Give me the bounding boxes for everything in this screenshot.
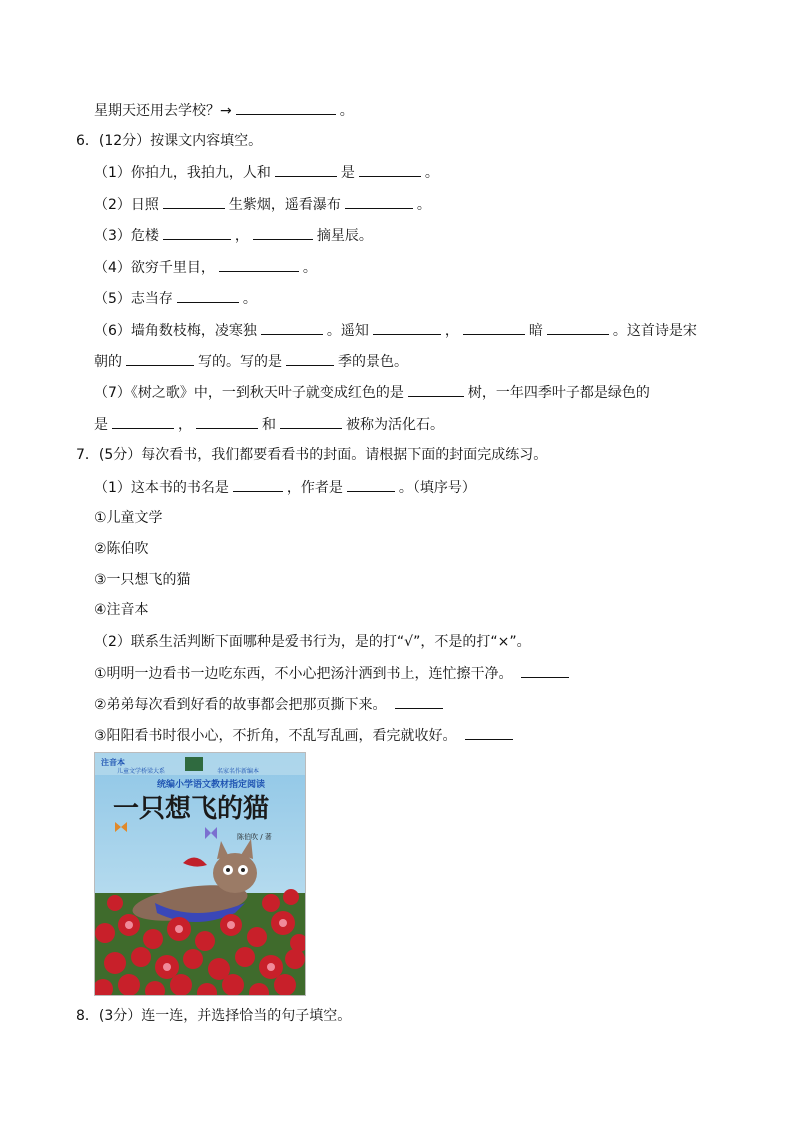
option-1: ①儿童文学 bbox=[94, 510, 163, 526]
q6-line-7 bbox=[94, 382, 650, 403]
text: 。 bbox=[242, 291, 257, 307]
text: 是 bbox=[340, 165, 355, 181]
book-cover-image bbox=[94, 752, 306, 996]
text: （3）危楼 bbox=[94, 228, 159, 244]
q6-line-2 bbox=[94, 194, 431, 215]
q6-line-1 bbox=[94, 162, 439, 183]
answer-blank[interactable] bbox=[112, 414, 174, 429]
answer-blank[interactable] bbox=[395, 694, 443, 709]
q5-tail-text: 星期天还用去学校？→ bbox=[94, 103, 232, 119]
text: 摘星辰。 bbox=[316, 228, 373, 244]
answer-blank[interactable] bbox=[286, 351, 334, 366]
q6-line-3 bbox=[94, 225, 373, 246]
answer-blank[interactable] bbox=[233, 477, 283, 492]
q8-header: 8．(3分）连一连，并选择恰当的句子填空。 bbox=[76, 1008, 352, 1024]
q7-item-3 bbox=[94, 725, 517, 746]
text: ，作者是 bbox=[286, 480, 343, 496]
q6-line-5 bbox=[94, 288, 257, 309]
text: 和 bbox=[262, 417, 276, 433]
answer-blank[interactable] bbox=[219, 257, 299, 272]
answer-blank[interactable] bbox=[359, 162, 421, 177]
answer-blank[interactable] bbox=[373, 320, 441, 335]
answer-blank[interactable] bbox=[408, 382, 464, 397]
text: （4）欲穷千里目， bbox=[94, 260, 215, 276]
text: ③阳阳看书时很小心，不折角，不乱写乱画，看完就收好。 bbox=[94, 728, 457, 744]
cover-badge: 注音本 bbox=[101, 758, 125, 767]
text: ， bbox=[444, 323, 459, 339]
text: 朝的 bbox=[94, 354, 122, 370]
cat-pupil-left bbox=[226, 868, 230, 872]
q6-line-6b bbox=[94, 351, 408, 372]
text: （7）《树之歌》中，一到秋天叶子就变成红色的是 bbox=[94, 385, 404, 401]
text: （1）你拍九，我拍九，人和 bbox=[94, 165, 271, 181]
q6-header: 6．(12分）按课文内容填空。 bbox=[76, 133, 263, 149]
text: 是 bbox=[94, 417, 108, 433]
answer-blank[interactable] bbox=[347, 477, 395, 492]
text: （2）日照 bbox=[94, 197, 159, 213]
text: 。 bbox=[424, 165, 439, 181]
q6-line-7b bbox=[94, 414, 444, 435]
answer-blank[interactable] bbox=[253, 225, 313, 240]
text: （1）这本书的书名是 bbox=[94, 480, 229, 496]
cover-famous: 名家名作新编本 bbox=[217, 768, 260, 775]
text: ①明明一边看书一边吃东西，不小心把汤汁洒到书上，连忙擦干净。 bbox=[94, 666, 513, 682]
option-2: ②陈伯吹 bbox=[94, 541, 149, 557]
cover-author: 陈伯吹 / 著 bbox=[237, 833, 272, 841]
text: 。这首诗是宋 bbox=[612, 323, 697, 339]
q6-line-4 bbox=[94, 257, 317, 278]
q7-item-2 bbox=[94, 694, 447, 715]
q7-item-1 bbox=[94, 663, 573, 684]
answer-blank[interactable] bbox=[261, 320, 323, 335]
cat-pupil-right bbox=[241, 868, 245, 872]
text: ， bbox=[178, 417, 192, 433]
text: ②弟弟每次看到好看的故事都会把那页撕下来。 bbox=[94, 697, 387, 713]
answer-blank[interactable] bbox=[465, 725, 513, 740]
q5-tail-line bbox=[94, 100, 354, 121]
answer-blank[interactable] bbox=[547, 320, 609, 335]
answer-blank[interactable] bbox=[275, 162, 337, 177]
answer-blank[interactable] bbox=[345, 194, 413, 209]
text: 树，一年四季叶子都是绿色的 bbox=[467, 385, 650, 401]
text: 被称为活化石。 bbox=[346, 417, 444, 433]
text: 生紫烟，遥看瀑布 bbox=[228, 197, 341, 213]
text: 。（填序号） bbox=[398, 480, 476, 496]
option-3: ③一只想飞的猫 bbox=[94, 572, 191, 588]
text: 暗 bbox=[528, 323, 543, 339]
text: 。遥知 bbox=[326, 323, 369, 339]
answer-blank[interactable] bbox=[177, 288, 239, 303]
text: 写的。写的是 bbox=[198, 354, 282, 370]
text: （5）志当存 bbox=[94, 291, 173, 307]
option-4: ④注音本 bbox=[94, 602, 149, 618]
answer-blank[interactable] bbox=[236, 100, 336, 115]
cover-logo bbox=[185, 757, 203, 771]
answer-blank[interactable] bbox=[126, 351, 194, 366]
answer-blank[interactable] bbox=[280, 414, 342, 429]
cover-subtitle: 统编小学语文教材指定阅读 bbox=[157, 780, 266, 790]
cat-head bbox=[213, 853, 257, 893]
answer-blank[interactable] bbox=[463, 320, 525, 335]
q7-header: 7．(5分）每次看书，我们都要看看书的封面。请根据下面的封面完成练习。 bbox=[76, 447, 548, 463]
answer-blank[interactable] bbox=[521, 663, 569, 678]
cover-series: 儿童文学桥梁大系 bbox=[117, 768, 166, 775]
answer-blank[interactable] bbox=[196, 414, 258, 429]
text: 季的景色。 bbox=[338, 354, 408, 370]
q7-part1 bbox=[94, 477, 476, 498]
text: ， bbox=[234, 228, 249, 244]
text: 。 bbox=[302, 260, 317, 276]
book-cover-illustration bbox=[95, 753, 305, 995]
answer-blank[interactable] bbox=[163, 194, 225, 209]
q6-line-6 bbox=[94, 320, 697, 341]
text: 。 bbox=[416, 197, 431, 213]
q7-part2: （2）联系生活判断下面哪种是爱书行为，是的打“√”，不是的打“×”。 bbox=[94, 634, 531, 650]
answer-blank[interactable] bbox=[163, 225, 231, 240]
cover-title: 一只想飞的猫 bbox=[113, 794, 270, 824]
text: （6）墙角数枝梅，凌寒独 bbox=[94, 323, 257, 339]
punctuation: 。 bbox=[339, 103, 354, 119]
